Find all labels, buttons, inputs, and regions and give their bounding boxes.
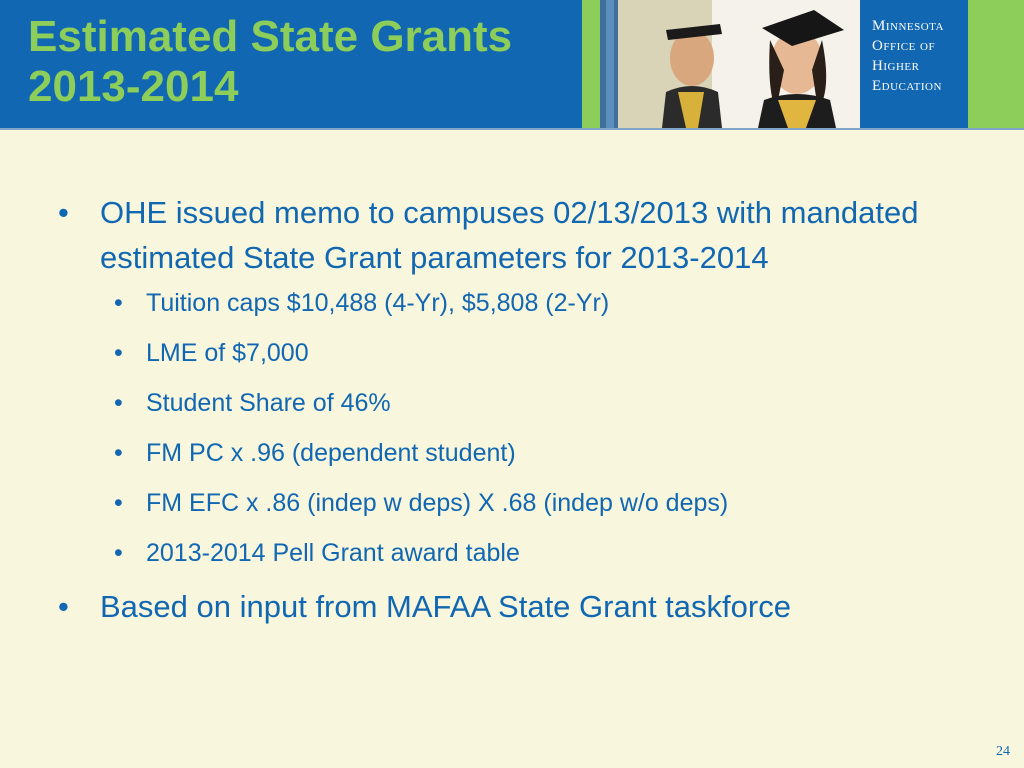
bullet-icon: •	[114, 289, 123, 317]
page-number: 24	[996, 744, 1010, 759]
sub-bullet-text: FM PC x .96 (dependent student)	[146, 439, 516, 467]
sub-bullet-item	[58, 284, 978, 322]
sub-bullet-list	[58, 284, 978, 572]
bullet-item	[58, 584, 978, 629]
bullet-icon: •	[58, 195, 69, 230]
bullet-icon: •	[114, 339, 123, 367]
bullet-list	[58, 190, 978, 633]
bullet-icon: •	[58, 589, 69, 624]
bullet-icon: •	[114, 439, 123, 467]
bullet-text: OHE issued memo to campuses 02/13/2013 with mandated estimated State Grant parameters for 2013-2014	[100, 195, 919, 275]
sub-bullet-text: 2013-2014 Pell Grant award table	[146, 539, 520, 567]
bullet-icon: •	[114, 539, 123, 567]
sub-bullet-text: FM EFC x .86 (indep w deps) X .68 (indep w/o deps)	[146, 489, 729, 517]
header-divider	[0, 128, 1024, 130]
sub-bullet-item	[58, 384, 978, 422]
sub-bullet-text: Student Share of 46%	[146, 389, 391, 417]
sub-bullet-item	[58, 484, 978, 522]
accent-bar	[968, 0, 1024, 128]
sub-bullet-text: LME of $7,000	[146, 339, 309, 367]
title-line-1: Estimated State Grants	[28, 12, 513, 61]
sub-bullet-text: Tuition caps $10,488 (4-Yr), $5,808 (2-Yr)	[146, 289, 610, 317]
logo-line-2: Office of	[872, 38, 936, 54]
sub-bullet-item	[58, 434, 978, 472]
logo-line-3: Higher	[872, 58, 920, 74]
sub-bullet-item	[58, 334, 978, 372]
logo-line-1: Minnesota	[872, 18, 944, 34]
bullet-text: Based on input from MAFAA State Grant taskforce	[100, 589, 791, 624]
ohe-logo	[860, 0, 968, 128]
graduates-photo	[582, 0, 860, 128]
logo-line-4: Education	[872, 78, 942, 94]
slide-title	[28, 12, 512, 112]
title-line-2: 2013-2014	[28, 62, 239, 111]
bullet-icon: •	[114, 489, 123, 517]
bullet-icon: •	[114, 389, 123, 417]
bullet-item	[58, 190, 978, 280]
sub-bullet-item	[58, 534, 978, 572]
